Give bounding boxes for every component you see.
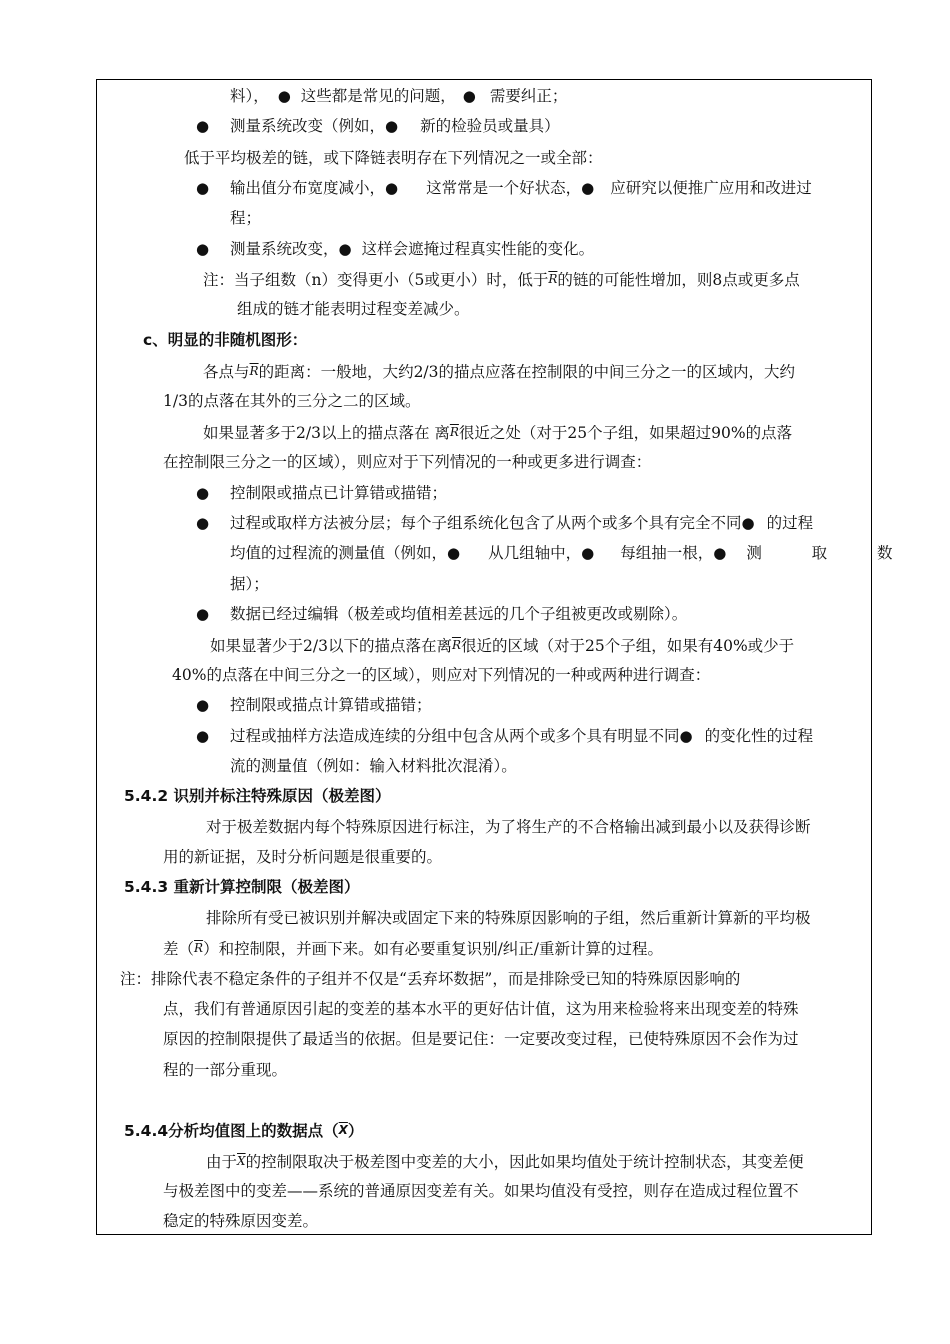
text-line: 如果显著多于2/3以上的描点落在 离$\overline{R}$很近之处（对于25个子组，如果超过90%的点落 — [203, 424, 793, 442]
bullet-icon: ● — [338, 240, 352, 258]
text-line: 数据已经过编辑（极差或均值相差甚远的几个子组被更改或剔除）。 — [230, 605, 688, 623]
text-line: 用的新证据，及时分析问题是很重要的。 — [163, 848, 443, 866]
bullet-icon: ● — [447, 544, 461, 562]
text-line: 输出值分布宽度减小，● 这常常是一个好状态，● 应研究以便推广应用和改进过 — [230, 179, 812, 197]
bullet-icon: ● — [581, 544, 595, 562]
bullet-icon: ● — [385, 179, 399, 197]
bullet-icon: ● — [196, 179, 210, 197]
text-line: 1/3的点落在其外的三分之二的区域。 — [163, 392, 421, 410]
text-line: 与极差图中的变差——系统的普通原因变差有关。如果均值没有受控，则存在造成过程位置不 — [163, 1182, 799, 1200]
text-line: 料）， ● 这些都是常见的问题， ● 需要纠正； — [230, 87, 568, 105]
bullet-icon: ● — [462, 87, 476, 105]
text-line: 过程或取样方法被分层；每个子组系统化包含了从两个或多个具有完全不同● 的过程 — [230, 514, 814, 532]
section-heading: 5.4.2 识别并标注特殊原因（极差图） — [124, 787, 391, 805]
text-line: 据）； — [230, 575, 269, 593]
text-line: 测量系统改变，● 这样会遮掩过程真实性能的变化。 — [230, 240, 595, 258]
text-line: 过程或抽样方法造成连续的分组中包含从两个或多个具有明显不同● 的变化性的过程 — [230, 727, 814, 745]
bullet-icon: ● — [277, 87, 291, 105]
text-line: 低于平均极差的链，或下降链表明存在下列情况之一或全部： — [184, 149, 603, 167]
x-bar-symbol: $\overline{X}$ — [338, 1123, 348, 1137]
bullet-icon: ● — [741, 514, 755, 532]
section-heading: 5.4.3 重新计算控制限（极差图） — [124, 878, 360, 896]
text-line: 注：当子组数（n）变得更小（5或更小）时，低于$\overline{R}$的链的可能性增加，则8点或更多点 — [203, 271, 800, 289]
bullet-icon: ● — [713, 544, 727, 562]
text-line: 如果显著少于2/3以下的描点落在离$\overline{R}$很近的区域（对于25个子组，如果有40%或少于 — [210, 637, 795, 655]
section-heading: c、明显的非随机图形： — [143, 331, 308, 349]
text-line: 程的一部分重现。 — [163, 1061, 288, 1079]
x-bar-symbol: $\overline{X}$ — [237, 1154, 246, 1168]
bullet-icon: ● — [196, 514, 210, 532]
text-line: 在控制限三分之一的区域），则应对于下列情况的一种或更多进行调查： — [163, 453, 652, 471]
text-line: 稳定的特殊原因变差。 — [163, 1212, 319, 1230]
bullet-icon: ● — [679, 727, 693, 745]
bullet-icon: ● — [196, 484, 210, 502]
bullet-icon: ● — [581, 179, 595, 197]
bullet-icon: ● — [196, 727, 210, 745]
bullet-icon: ● — [385, 117, 399, 135]
text-line: 测量系统改变（例如，● 新的检验员或量具） — [230, 117, 560, 135]
text-line: 各点与$\overline{R}$的距离：一般地，大约2/3的描点应落在控制限的中间三分之一的区域内，大约 — [203, 363, 796, 381]
r-bar-symbol: $\overline{R}$ — [249, 364, 259, 378]
text-line: 均值的过程流的测量值（例如，● 从几组轴中，● 每组抽一根，● 测 取 数 — [230, 544, 893, 562]
section-heading: 5.4.4分析均值图上的数据点$(\overline{X})$ — [124, 1122, 364, 1140]
text-line: 对于极差数据内每个特殊原因进行标注，为了将生产的不合格输出减到最小以及获得诊断 — [206, 818, 811, 836]
text-line: 排除所有受已被识别并解决或固定下来的特殊原因影响的子组，然后重新计算新的平均极 — [206, 909, 811, 927]
text-line: 点，我们有普通原因引起的变差的基本水平的更好估计值，这为用来检验将来出现变差的特殊 — [163, 1000, 799, 1018]
bullet-icon: ● — [196, 240, 210, 258]
bullet-icon: ● — [196, 696, 210, 714]
text-line: 控制限或描点已计算错或描错； — [230, 484, 448, 502]
bullet-icon: ● — [196, 605, 210, 623]
text-line: 注：排除代表不稳定条件的子组并不仅是“丢弃坏数据”，而是排除受已知的特殊原因影响的 — [120, 970, 741, 988]
bullet-icon: ● — [196, 117, 210, 135]
text-line: 由于$\overline{X}$的控制限取决于极差图中变差的大小，因此如果均值处于统计控制状态，其变差便 — [206, 1153, 804, 1171]
text-line: 40%的点落在中间三分之一的区域），则应对下列情况的一种或两种进行调查： — [172, 666, 711, 684]
text-line: 流的测量值（例如：输入材料批次混淆）。 — [230, 757, 517, 775]
r-bar-symbol: $\overline{R}$ — [451, 638, 461, 652]
r-bar-symbol: $\overline{R}$ — [449, 425, 459, 439]
text-line: 差$(\overline{R})$和控制限，并画下来。如有必要重复识别/纠正/重新计算的过程。 — [163, 940, 664, 958]
r-bar-symbol: $\overline{R}$ — [548, 272, 558, 286]
text-line: 原因的控制限提供了最适当的依据。但是要记住：一定要改变过程，已使特殊原因不会作为过 — [163, 1030, 799, 1048]
text-line: 组成的链才能表明过程变差减少。 — [237, 300, 470, 318]
text-line: 程； — [230, 209, 262, 227]
r-bar-symbol: $\overline{R}$ — [194, 941, 204, 955]
text-line: 控制限或描点计算错或描错； — [230, 696, 432, 714]
